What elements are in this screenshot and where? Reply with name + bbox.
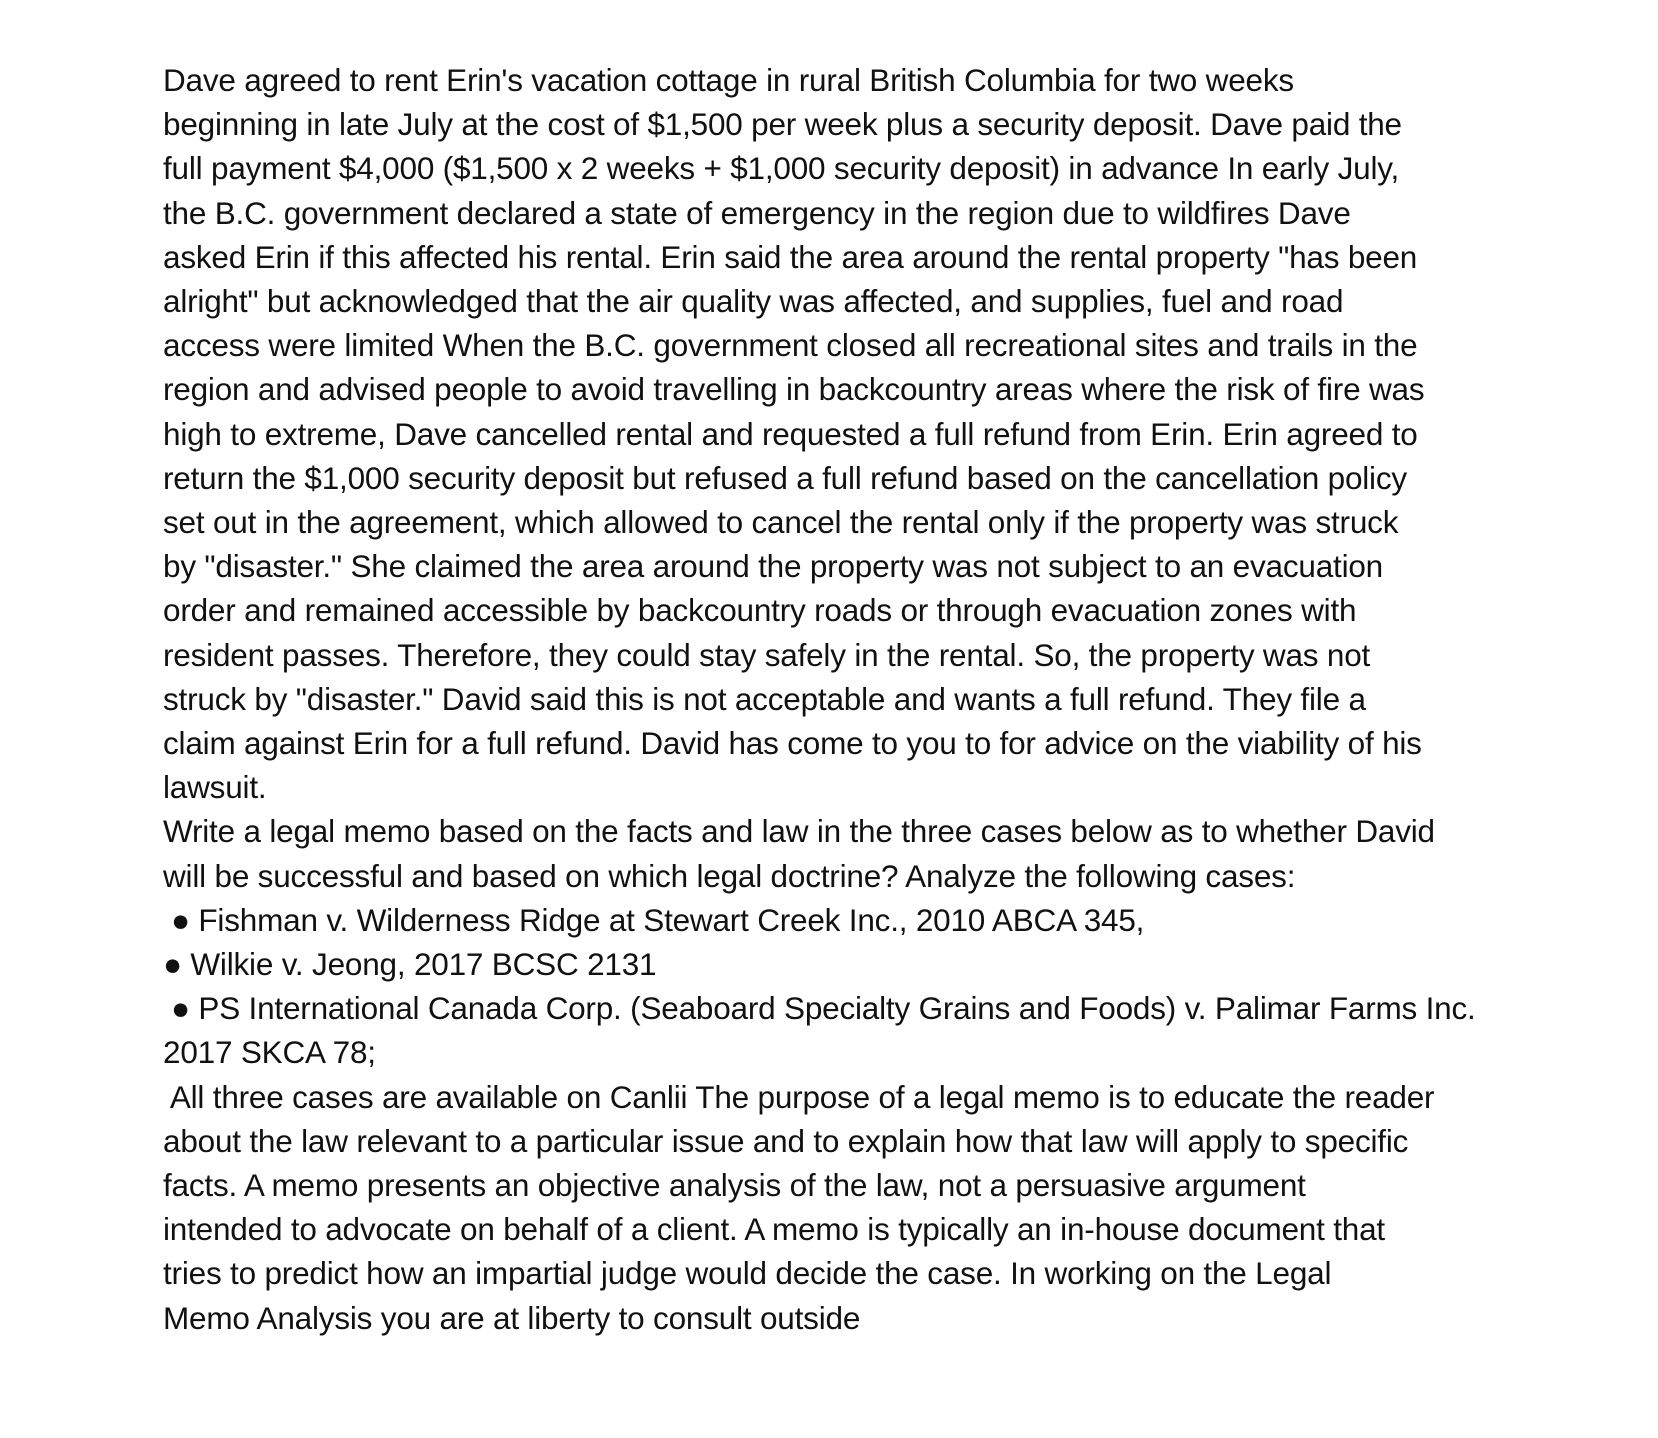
- text-line: struck by "disaster." David said this is not acceptable and wants a full refund. They file a: [163, 680, 1366, 717]
- text-line: by "disaster." She claimed the area around the property was not subject to an evacuation: [163, 548, 1384, 585]
- text-line: region and advised people to avoid travelling in backcountry areas where the risk of fire was: [163, 371, 1425, 408]
- case-item-fishman: ● Fishman v. Wilderness Ridge at Stewart Creek Inc., 2010 ABCA 345,: [171, 901, 1145, 938]
- text-line: full payment $4,000 ($1,500 x 2 weeks + $1,000 security deposit) in advance In early July,: [163, 150, 1400, 187]
- text-line: Dave agreed to rent Erin's vacation cottage in rural British Columbia for two weeks: [163, 62, 1294, 98]
- text-line: alright" but acknowledged that the air quality was affected, and supplies, fuel and road: [163, 283, 1344, 320]
- text-line: will be successful and based on which legal doctrine? Analyze the following cases:: [163, 857, 1296, 894]
- text-line: tries to predict how an impartial judge would decide the case. In working on the Legal: [163, 1255, 1332, 1292]
- text-line: return the $1,000 security deposit but refused a full refund based on the cancellation policy: [163, 459, 1407, 496]
- text-line: facts. A memo presents an objective analysis of the law, not a persuasive argument: [163, 1167, 1306, 1204]
- text-line: set out in the agreement, which allowed to cancel the rental only if the property was struck: [163, 504, 1399, 541]
- text-line: beginning in late July at the cost of $1,500 per week plus a security deposit. Dave paid the: [163, 106, 1402, 143]
- text-line: asked Erin if this affected his rental. Erin said the area around the rental property "has been: [163, 238, 1418, 275]
- text-line: order and remained accessible by backcountry roads or through evacuation zones with: [163, 592, 1357, 629]
- text-line: the B.C. government declared a state of emergency in the region due to wildfires Dave: [163, 194, 1351, 231]
- text-line: resident passes. Therefore, they could stay safely in the rental. So, the property was not: [163, 636, 1371, 673]
- case-item-wilkie: ● Wilkie v. Jeong, 2017 BCSC 2131: [163, 946, 657, 983]
- case-list: [163, 898, 1543, 1075]
- text-line: All three cases are available on Canlii The purpose of a legal memo is to educate the reader: [163, 1078, 1435, 1115]
- text-line: high to extreme, Dave cancelled rental and requested a full refund from Erin. Erin agreed to: [163, 415, 1418, 452]
- facts-paragraph: [163, 58, 1543, 809]
- case-item-ps-international-citation: 2017 SKCA 78;: [163, 1034, 376, 1071]
- text-line: Memo Analysis you are at liberty to consult outside: [163, 1299, 861, 1336]
- text-line: about the law relevant to a particular issue and to explain how that law will apply to specific: [163, 1122, 1409, 1159]
- text-line: claim against Erin for a full refund. David has come to you to for advice on the viability of his: [163, 725, 1422, 762]
- text-line: Write a legal memo based on the facts and law in the three cases below as to whether David: [163, 813, 1435, 850]
- task-paragraph: [163, 809, 1543, 897]
- document-body: [163, 58, 1543, 1340]
- text-line: lawsuit.: [163, 769, 267, 806]
- text-line: intended to advocate on behalf of a client. A memo is typically an in-house document that: [163, 1211, 1385, 1248]
- memo-instructions-paragraph: [163, 1075, 1543, 1340]
- case-item-ps-international: ● PS International Canada Corp. (Seaboard Specialty Grains and Foods) v. Palimar Farms Inc.: [171, 990, 1476, 1027]
- text-line: access were limited When the B.C. government closed all recreational sites and trails in the: [163, 327, 1418, 364]
